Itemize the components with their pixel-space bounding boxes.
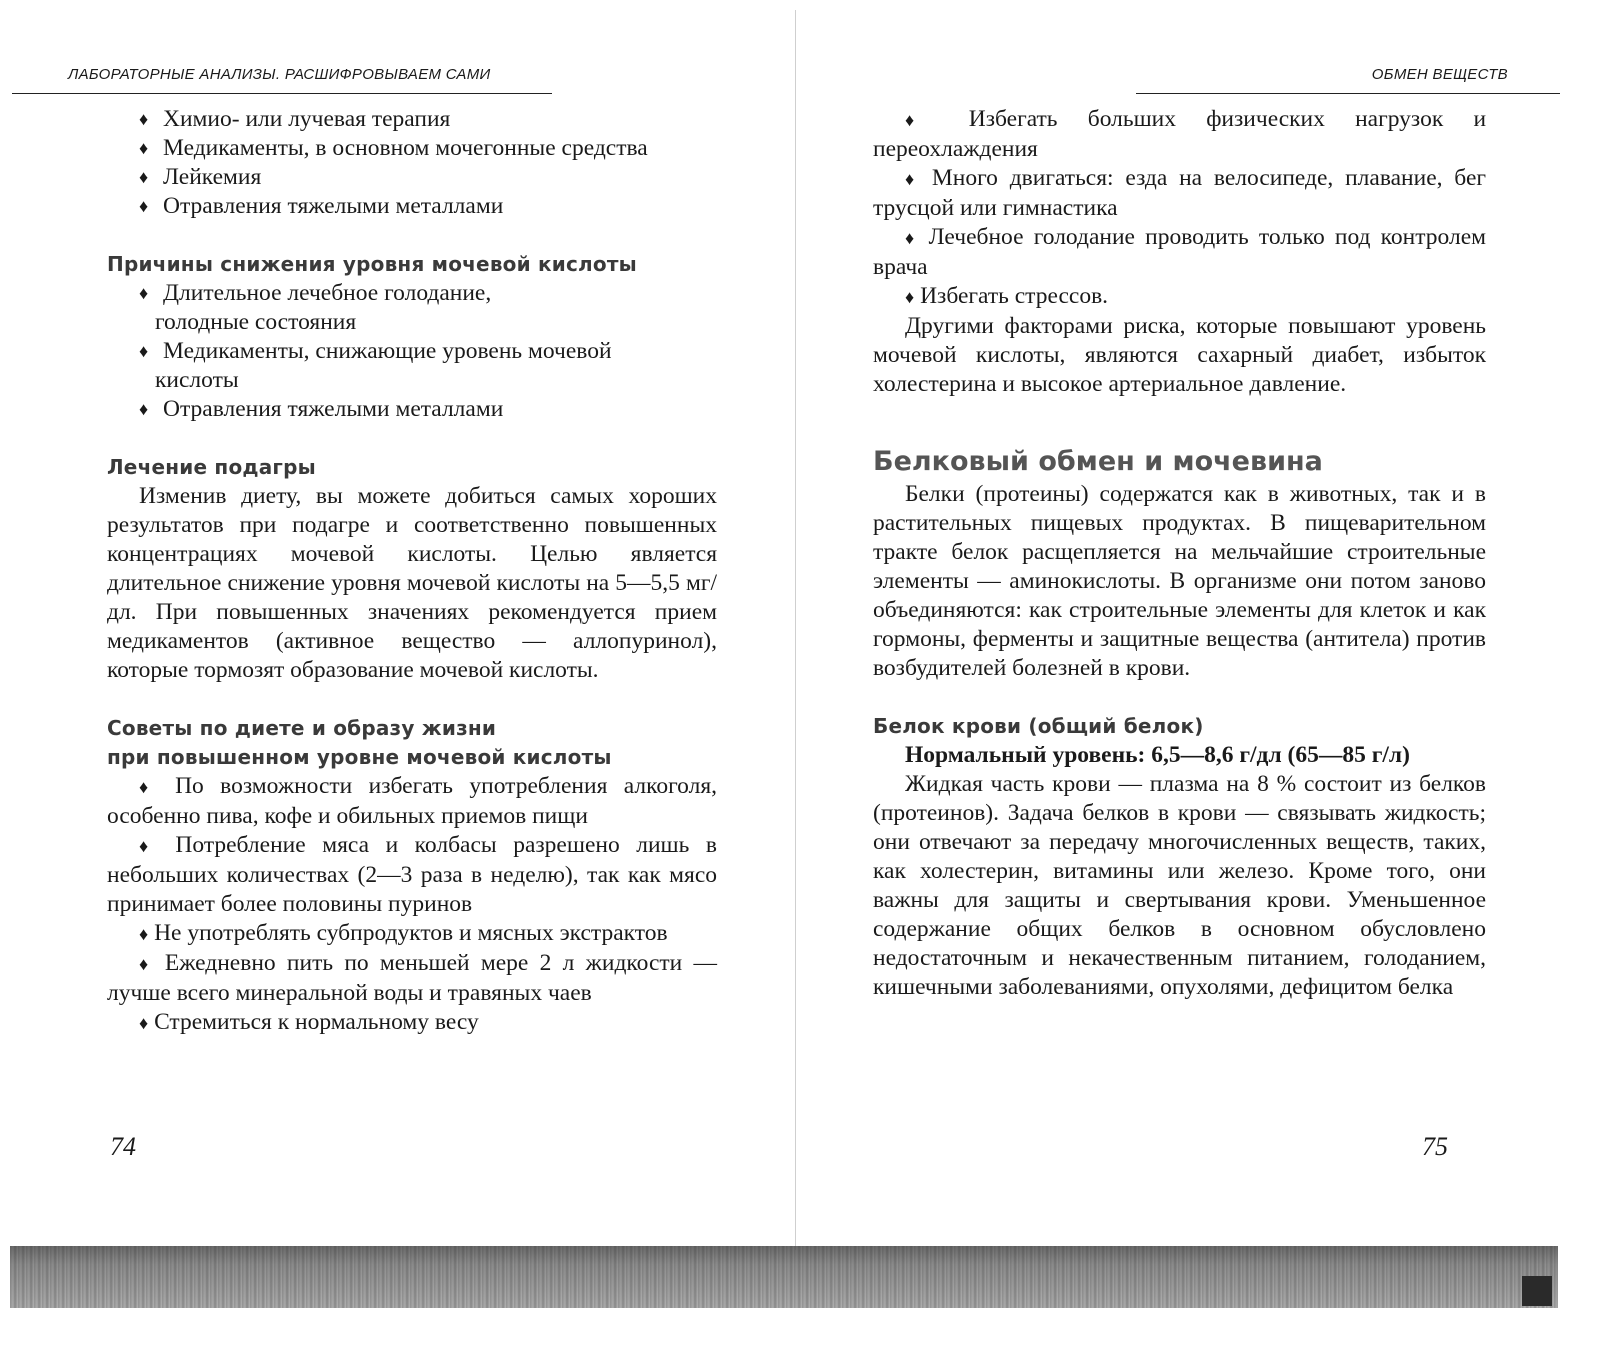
bullet-icon: ♦ (139, 954, 154, 974)
list-item: ♦ Много двигаться: езда на велосипеде, плавание, бег трусцой или гимнастика (873, 165, 1487, 221)
left-page (0, 0, 795, 1345)
scan-edge-band (10, 1246, 1558, 1308)
list-item: ♦ Ежедневно пить по меньшей мере 2 л жидкости — лучше всего минеральной воды и травяных чаев (107, 950, 718, 1006)
bullet-icon: ♦ (139, 196, 149, 216)
subsection-heading-blood-protein: Белок крови (общий белок) (873, 714, 1204, 738)
list-item: ♦ Медикаменты, снижающие уровень мочевой (139, 338, 612, 364)
section-heading-diet-advice-line2: при повышенном уровне мочевой кислоты (107, 745, 612, 769)
list-item: ♦ Избегать больших физических нагрузок и переохлаждения (873, 106, 1487, 162)
header-rule-right (1136, 93, 1560, 94)
right-text-block (873, 105, 1486, 1002)
section-heading-protein-metabolism: Белковый обмен и мочевина (873, 446, 1323, 477)
list-item: ♦ Длительное лечебное голодание, (139, 280, 492, 306)
list-item: ♦ Стремиться к нормальному весу (139, 1009, 479, 1035)
list-item: ♦ По возможности избегать употребления алкоголя, особенно пива, кофе и обильных приемов пищи (107, 773, 717, 829)
section-heading-diet-advice-line1: Советы по диете и образу жизни (107, 716, 497, 740)
list-item-continuation: голодные состояния (155, 309, 357, 335)
header-rule-left (12, 93, 552, 94)
bullet-icon: ♦ (139, 924, 149, 944)
list-item: ♦ Не употреблять субпродуктов и мясных экстрактов (139, 920, 668, 946)
running-head-left: ЛАБОРАТОРНЫЕ АНАЛИЗЫ. РАСШИФРОВЫВАЕМ САМИ (68, 66, 491, 83)
risk-factors-paragraph: Другими факторами риска, которые повышают уровень мочевой кислоты, являются сахарный диабет, избыток холестерина и высокое артериальное давление. (873, 313, 1486, 397)
bullet-icon: ♦ (139, 138, 149, 158)
list-item: ♦ Медикаменты, в основном мочегонные средства (139, 135, 648, 161)
list-item: ♦ Избегать стрессов. (905, 283, 1109, 309)
bullet-icon: ♦ (139, 1013, 149, 1033)
list-item: ♦ Лечебное голодание проводить только под контролем врача (873, 224, 1486, 280)
bullet-icon: ♦ (139, 399, 149, 419)
decrease-causes-list (107, 279, 717, 424)
bullet-icon: ♦ (905, 287, 915, 307)
protein-metabolism-paragraph: Белки (протеины) содержатся как в животных, так и в растительных пищевых продуктах. В пищеварительном тракте белок расщепляется на мельчайшие строительные элементы — аминокислоты. В организме они потом заново объединяются: как строительные элементы для клеток и как гормоны, ферменты и защитные вещества (антитела) против возбудителей болезней в крови. (873, 481, 1486, 681)
page-number-left: 74 (110, 1132, 136, 1161)
list-item: ♦ Лейкемия (139, 164, 262, 190)
bullet-icon: ♦ (905, 228, 919, 248)
gout-treatment-paragraph: Изменив диету, вы можете добиться самых хороших результатов при подагре и соответственно повышенных концентрациях мочевой кислоты. Целью является длительное снижение уровня мочевой кислоты на 5—5,5 мг/дл. При повышенных значениях рекомендуется прием медикаментов (активное вещество — аллопуринол), которые тормозят образование мочевой кислоты. (107, 483, 717, 683)
list-item: ♦ Потребление мяса и колбасы разрешено лишь в небольших количествах (2—3 раза в неделю), так как мясо принимает более половины пуринов (107, 832, 718, 917)
bullet-icon: ♦ (139, 283, 149, 303)
section-heading-gout-treatment: Лечение подагры (107, 455, 316, 479)
section-heading-decrease-causes: Причины снижения уровня мочевой кислоты (107, 252, 637, 276)
page-number-right: 75 (1422, 1132, 1448, 1161)
running-head-right: ОБМЕН ВЕЩЕСТВ (1371, 66, 1508, 83)
list-item: ♦ Отравления тяжелыми металлами (139, 396, 504, 422)
bullet-icon: ♦ (139, 341, 149, 361)
bullet-icon: ♦ (139, 836, 159, 856)
top-bullet-list (107, 105, 717, 221)
normal-level-line: Нормальный уровень: 6,5—8,6 г/дл (65—85 г/л) (905, 742, 1410, 768)
list-item-continuation: кислоты (155, 367, 239, 393)
bullet-icon: ♦ (905, 110, 939, 130)
bullet-icon: ♦ (139, 109, 149, 129)
right-page (796, 0, 1600, 1345)
bullet-icon: ♦ (905, 169, 921, 189)
list-item: ♦ Химио- или лучевая терапия (139, 106, 451, 132)
corner-mark (1522, 1276, 1552, 1306)
list-item: ♦ Отравления тяжелыми металлами (139, 193, 504, 219)
blood-protein-paragraph: Жидкая часть крови — плазма на 8 % состоит из белков (протеинов). Задача белков в крови — связывать жидкость; они отвечают за передачу многочисленных веществ, таких, как холестерин, витамины или железо. Кроме того, они важны для защиты и свертывания крови. Уменьшенное содержание общих белков в основном обусловлено недостаточным и некачественным питанием, голоданием, кишечными заболеваниями, опухолями, дефицитом белка (873, 771, 1486, 1000)
bullet-icon: ♦ (139, 167, 149, 187)
bullet-icon: ♦ (139, 777, 159, 797)
left-text-block (107, 105, 717, 1038)
